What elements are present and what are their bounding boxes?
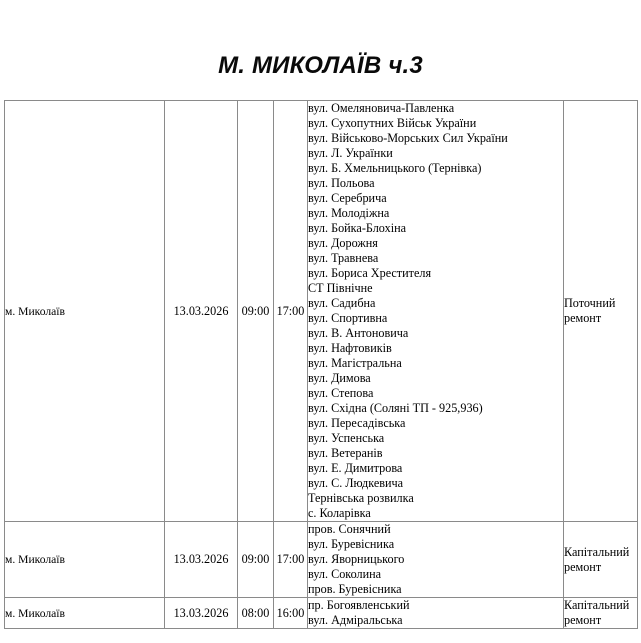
table-row: [5, 101, 638, 522]
cell-street-list: [308, 522, 564, 598]
street-line: вул. Нафтовиків: [308, 341, 392, 355]
outage-schedule-table: [4, 100, 638, 629]
street-line: вул. Степова: [308, 386, 374, 400]
street-line: вул. Травнева: [308, 251, 379, 265]
street-line: пров. Сонячний: [308, 522, 391, 536]
cell-city: м. Миколаїв: [5, 598, 165, 629]
cell-street-list: [308, 101, 564, 522]
street-line: вул. В. Антоновича: [308, 326, 409, 340]
street-line: вул. Дорожня: [308, 236, 378, 250]
cell-date: 13.03.2026: [165, 101, 238, 522]
street-line: вул. Садибна: [308, 296, 376, 310]
page-title: М. МИКОЛАЇВ ч.3: [218, 52, 423, 79]
cell-date: 13.03.2026: [165, 522, 238, 598]
street-line: вул. Соколина: [308, 567, 382, 581]
street-line: вул. Адміральська: [308, 613, 403, 627]
street-line: вул. Яворницького: [308, 552, 405, 566]
street-line: с. Коларівка: [308, 506, 371, 520]
street-line: вул. Е. Димитрова: [308, 461, 403, 475]
cell-time-start: 09:00: [238, 522, 274, 598]
street-line: вул. Успенська: [308, 431, 385, 445]
street-line: вул. Польова: [308, 176, 375, 190]
outage-table-body: [5, 101, 638, 629]
table-row: [5, 598, 638, 629]
cell-date: 13.03.2026: [165, 598, 238, 629]
street-line: СТ Північне: [308, 281, 373, 295]
street-line: вул. Бориса Хрестителя: [308, 266, 432, 280]
street-line: вул. Спортивна: [308, 311, 388, 325]
street-line: вул. Омеляновича-Павленка: [308, 101, 455, 115]
cell-street-list: [308, 598, 564, 629]
street-line: пр. Богоявленський: [308, 598, 410, 612]
cell-time-end: 16:00: [274, 598, 308, 629]
cell-work-type: Поточний ремонт: [564, 101, 638, 522]
street-line: вул. Б. Хмельницького (Тернівка): [308, 161, 482, 175]
street-line: вул. Східна (Соляні ТП - 925,936): [308, 401, 483, 415]
street-line: вул. Ветеранів: [308, 446, 383, 460]
street-line: вул. Сухопутних Військ України: [308, 116, 477, 130]
cell-work-type: Капітальний ремонт: [564, 522, 638, 598]
cell-time-end: 17:00: [274, 522, 308, 598]
cell-work-type: Капітальний ремонт: [564, 598, 638, 629]
street-line: вул. Л. Українки: [308, 146, 393, 160]
street-line: вул. Молодіжна: [308, 206, 390, 220]
street-line: вул. Бойка-Блохіна: [308, 221, 407, 235]
cell-city: м. Миколаїв: [5, 101, 165, 522]
cell-time-start: 08:00: [238, 598, 274, 629]
street-line: Тернівська розвилка: [308, 491, 414, 505]
street-line: вул. С. Людкевича: [308, 476, 404, 490]
cell-city: м. Миколаїв: [5, 522, 165, 598]
cell-time-end: 17:00: [274, 101, 308, 522]
street-line: пров. Буревісника: [308, 582, 402, 596]
street-line: вул. Військово-Морських Сил України: [308, 131, 508, 145]
street-line: вул. Магістральна: [308, 356, 402, 370]
cell-time-start: 09:00: [238, 101, 274, 522]
street-line: вул. Серебрича: [308, 191, 387, 205]
street-line: вул. Пересадівська: [308, 416, 406, 430]
street-line: вул. Димова: [308, 371, 371, 385]
street-line: вул. Буревісника: [308, 537, 395, 551]
table-row: [5, 522, 638, 598]
